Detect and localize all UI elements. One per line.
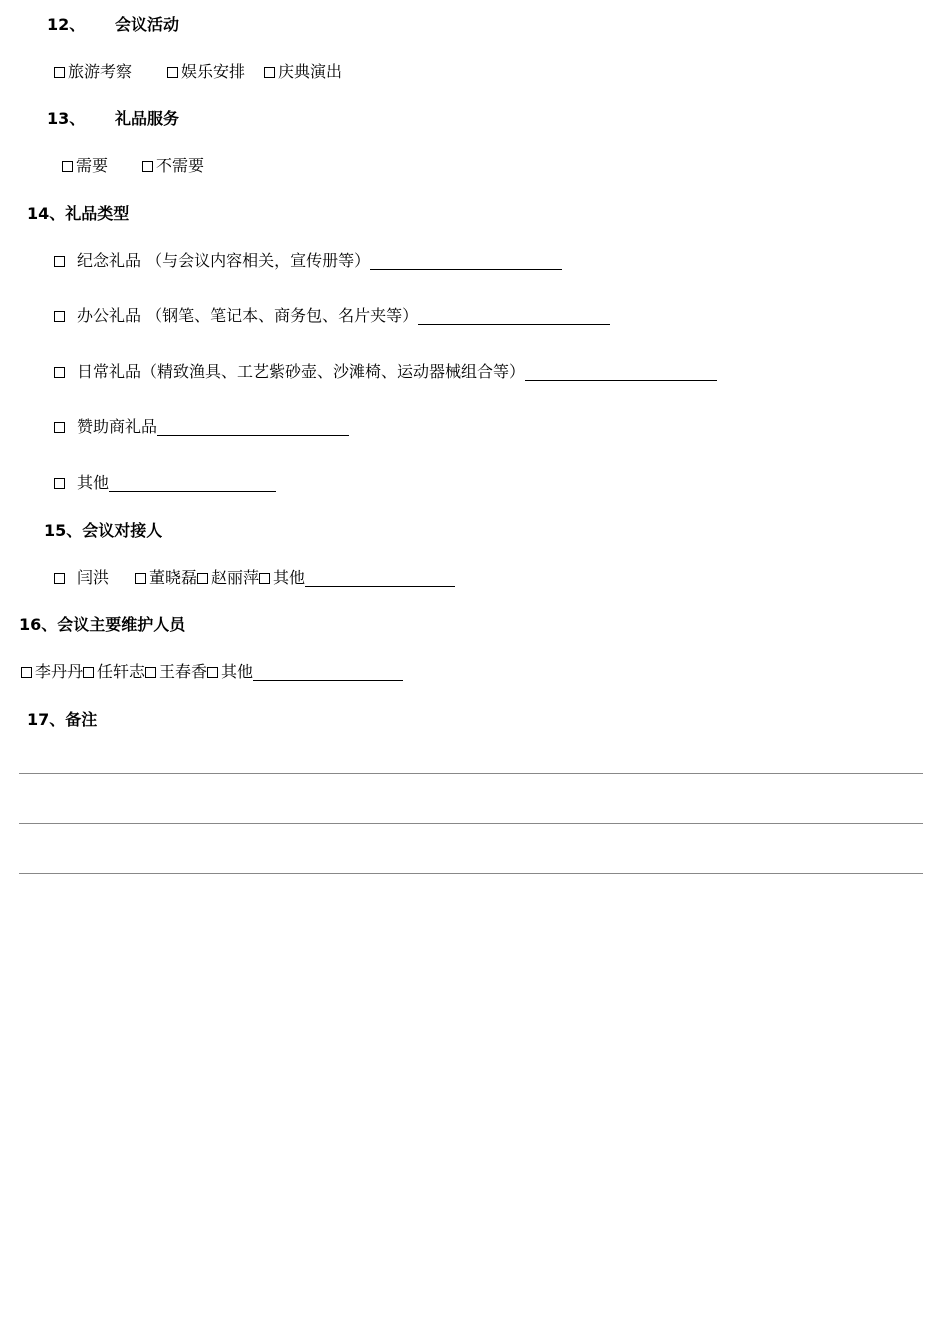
q15-option-yan-hong[interactable]: 闫洪	[54, 568, 109, 588]
q12-options	[54, 62, 342, 82]
checkbox-icon[interactable]	[167, 67, 178, 78]
fill-blank[interactable]	[109, 475, 276, 492]
q14-option-sponsor[interactable]: 赞助商礼品	[54, 417, 349, 437]
q15-options	[54, 568, 455, 588]
remarks-line-1[interactable]	[19, 773, 923, 774]
checkbox-icon[interactable]	[54, 367, 65, 378]
q16-options	[21, 662, 403, 682]
q12-number: 12、	[47, 15, 86, 34]
q16-option-other[interactable]: 其他	[207, 662, 253, 682]
checkbox-icon[interactable]	[54, 573, 65, 584]
fill-blank[interactable]	[253, 664, 403, 681]
q16-option-li-dandan[interactable]: 李丹丹	[21, 662, 83, 682]
checkbox-icon[interactable]	[54, 256, 65, 267]
q16-heading: 16、会议主要维护人员	[19, 615, 186, 634]
checkbox-icon[interactable]	[54, 67, 65, 78]
q15-option-other[interactable]: 其他	[259, 568, 305, 588]
checkbox-icon[interactable]	[83, 667, 94, 678]
q14-heading: 14、礼品类型	[27, 204, 130, 223]
q15-heading: 15、会议对接人	[44, 521, 163, 540]
q12-option-entertainment[interactable]: 娱乐安排	[167, 62, 245, 82]
fill-blank[interactable]	[305, 570, 455, 587]
checkbox-icon[interactable]	[197, 573, 208, 584]
checkbox-icon[interactable]	[145, 667, 156, 678]
q13-options	[62, 156, 204, 176]
q17-heading: 17、备注	[27, 710, 98, 729]
q15-option-dong-xiaolei[interactable]: 董晓磊	[135, 568, 197, 588]
q15-option-zhao-liping[interactable]: 赵丽萍	[197, 568, 259, 588]
checkbox-icon[interactable]	[207, 667, 218, 678]
remarks-line-2[interactable]	[19, 823, 923, 824]
checkbox-icon[interactable]	[259, 573, 270, 584]
q12-heading	[47, 15, 179, 35]
fill-blank[interactable]	[370, 253, 562, 270]
checkbox-icon[interactable]	[142, 161, 153, 172]
q14-option-souvenir[interactable]: 纪念礼品 （与会议内容相关，宣传册等）	[54, 251, 562, 271]
checkbox-icon[interactable]	[264, 67, 275, 78]
q13-number: 13、	[47, 109, 86, 128]
q14-option-office[interactable]: 办公礼品 （钢笔、笔记本、商务包、名片夹等）	[54, 306, 610, 326]
q14-option-other[interactable]: 其他	[54, 473, 276, 493]
fill-blank[interactable]	[157, 419, 349, 436]
q12-title: 会议活动	[115, 15, 180, 34]
remarks-line-3[interactable]	[19, 873, 923, 874]
q14-option-daily[interactable]: 日常礼品（精致渔具、工艺紫砂壶、沙滩椅、运动器械组合等）	[54, 362, 717, 382]
checkbox-icon[interactable]	[54, 311, 65, 322]
checkbox-icon[interactable]	[135, 573, 146, 584]
q13-option-no-need[interactable]: 不需要	[142, 156, 204, 176]
q13-option-need[interactable]: 需要	[62, 156, 108, 176]
checkbox-icon[interactable]	[54, 478, 65, 489]
checkbox-icon[interactable]	[62, 161, 73, 172]
checkbox-icon[interactable]	[54, 422, 65, 433]
q13-heading	[47, 109, 179, 129]
checkbox-icon[interactable]	[21, 667, 32, 678]
q12-option-tour[interactable]: 旅游考察	[54, 62, 132, 82]
fill-blank[interactable]	[418, 308, 610, 325]
q13-title: 礼品服务	[115, 109, 180, 128]
q16-option-wang-chunxiang[interactable]: 王春香	[145, 662, 207, 682]
q16-option-ren-xuanzhi[interactable]: 任轩志	[83, 662, 145, 682]
q12-option-celebration[interactable]: 庆典演出	[264, 62, 342, 82]
fill-blank[interactable]	[525, 364, 717, 381]
